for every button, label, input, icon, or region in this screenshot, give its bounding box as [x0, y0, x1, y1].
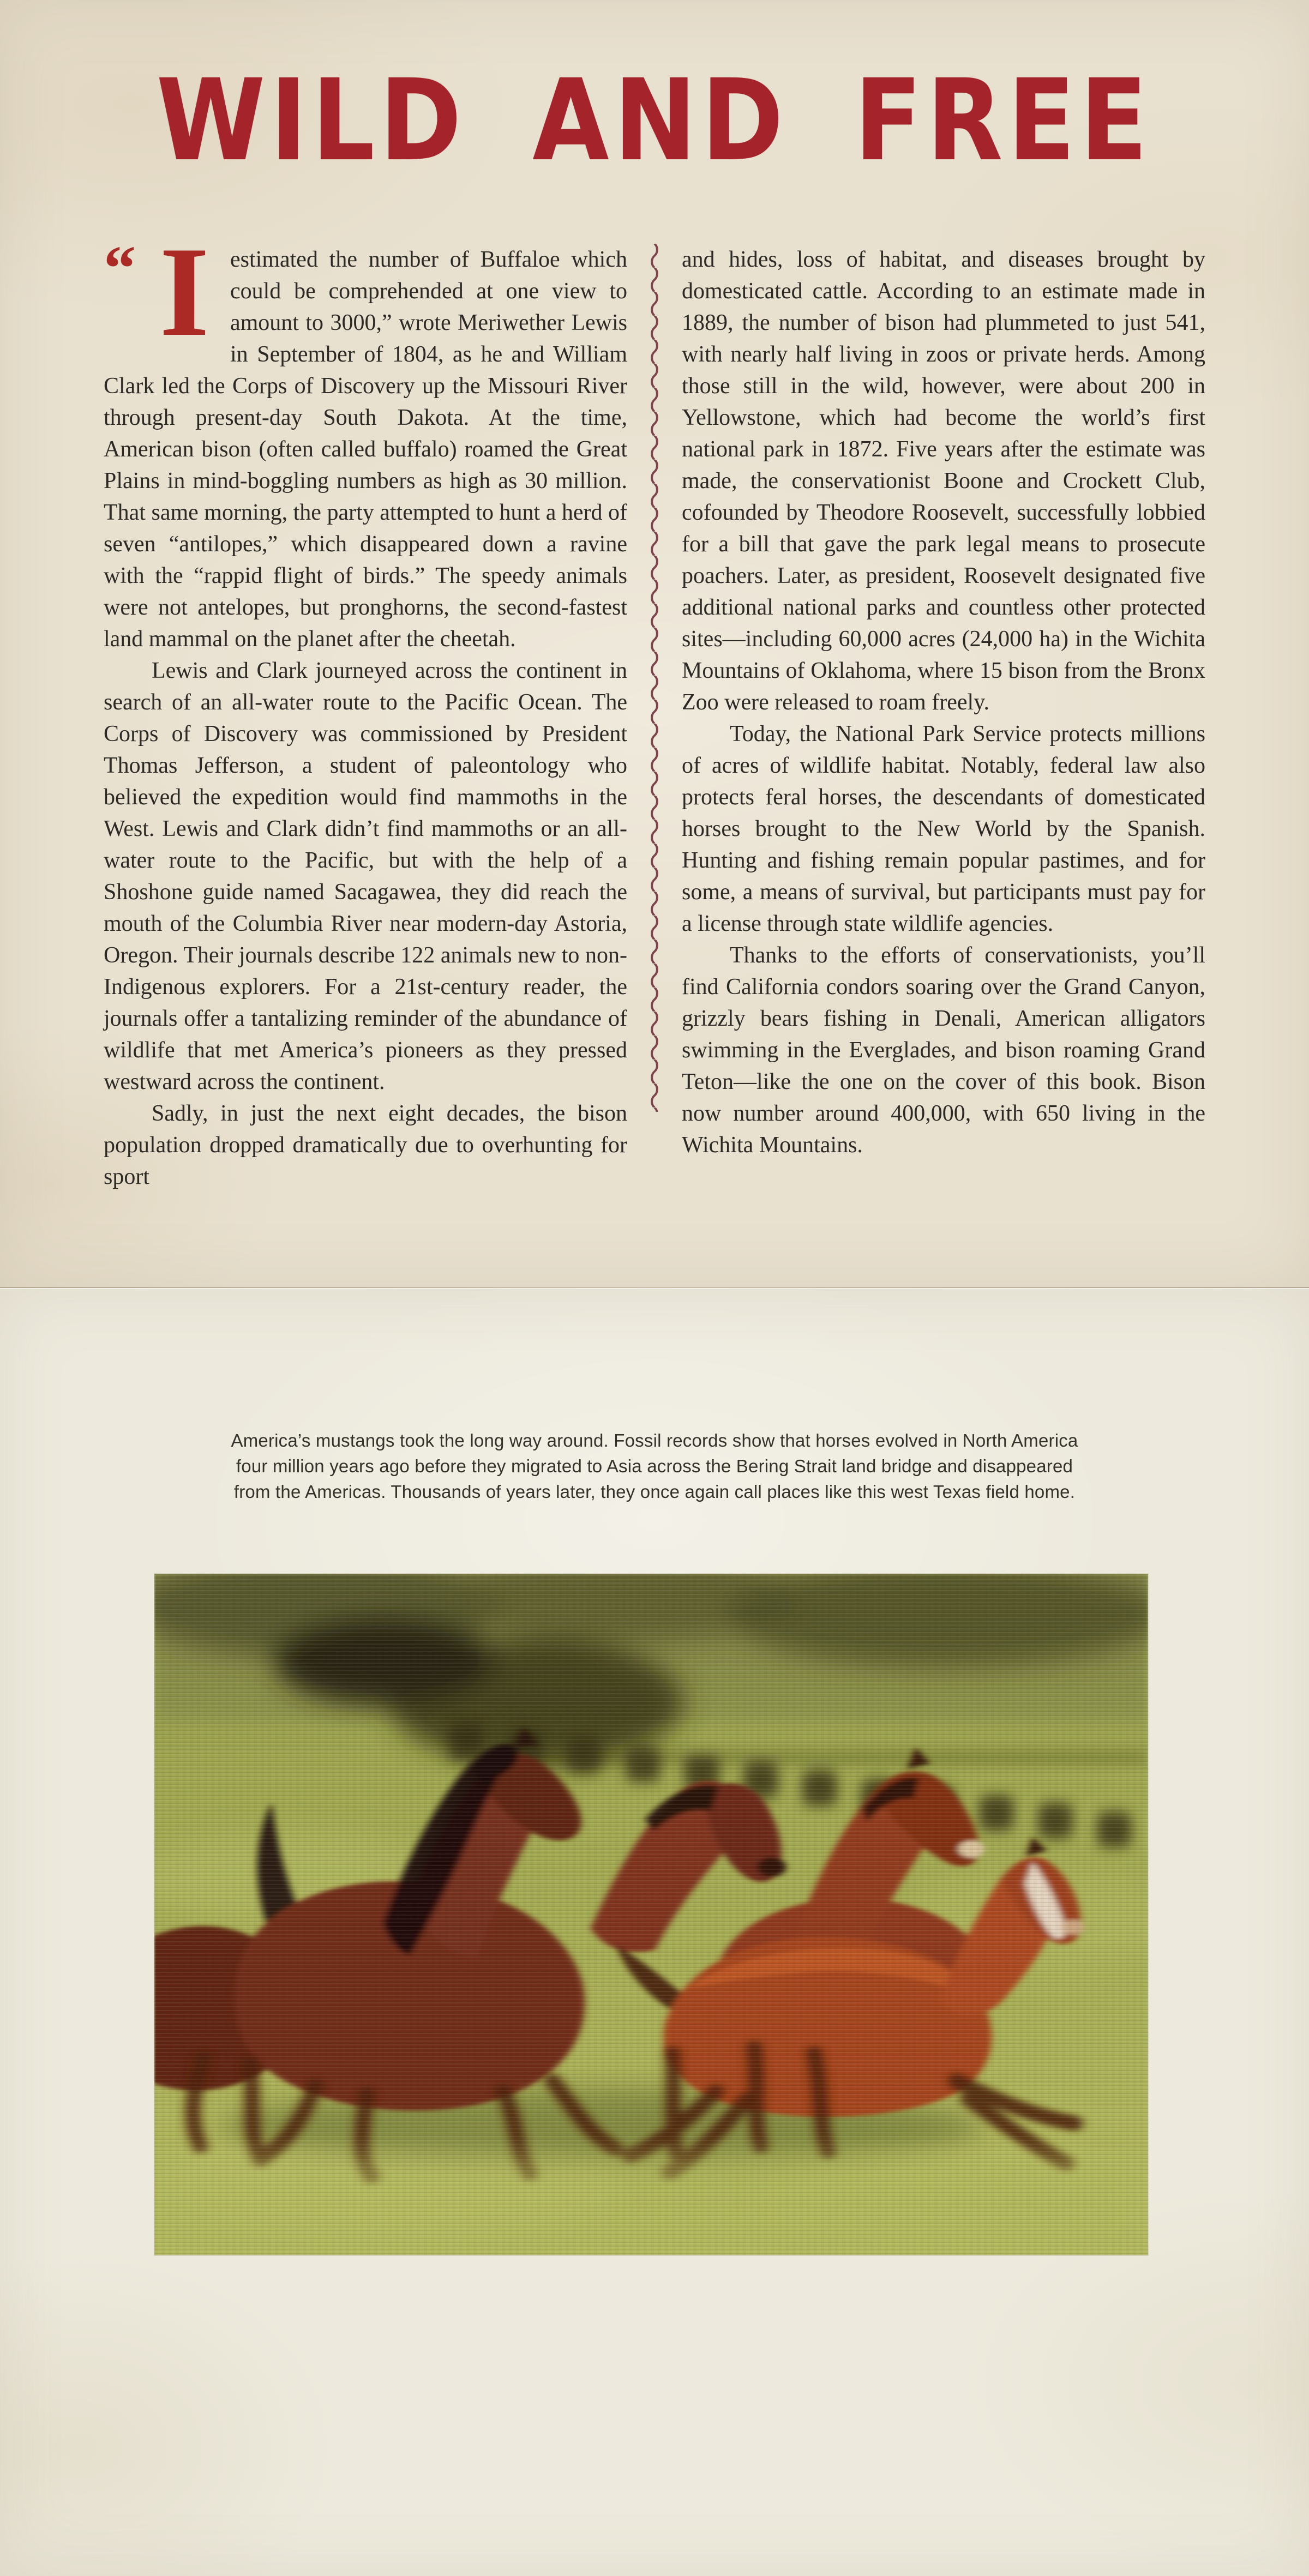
paragraph: “ I estimated the number of Buffaloe which could be comprehended at one view to amount to 3000,” wrote Meriwether Lewis in September of 1804, as he and William Clark led the Corps of Discovery up the Missouri River through present-day South Dakota. At the time, American bison (often called buffalo) roamed the Great Plains in mind-boggling numbers as high as 30 million. That same morning, the party attempted to hunt a herd of seven “antilopes,” which disappeared down a ravine with the “rappid flight of birds.” The speedy animals were not antelopes, but pronghorns, the second-fastest land mammal on the planet after the cheetah. [104, 221, 627, 652]
column-divider [627, 244, 682, 1193]
article-columns [104, 221, 1205, 1193]
paragraph: Thanks to the efforts of conservationists, you’ll find California condors soaring over the Grand Canyon, grizzly bears fishing in Denali, American alligators swimming in the Everglades, and bison roaming Grand Teton—like the one on the cover of this book. Bison now number around 400,000, with 650 living in the Wichita Mountains. [682, 943, 1205, 1158]
mustangs-illustration [154, 1574, 1148, 2255]
page-title-text: WILD AND FREE [156, 55, 1153, 186]
paragraph: Lewis and Clark journeyed across the continent in search of an all-water route to the Pacific Ocean. The Corps of Discovery was commissioned by President Thomas Jefferson, a student of paleontology who believed the expedition would find mammoths in the West. Lewis and Clark didn’t find mammoths or an all-water route to the Pacific, but with the help of a Shoshone guide named Sacagawea, they did reach the mouth of the Columbia River near modern-day Astoria, Oregon. Their journals describe 122 animals new to non-Indigenous explorers. For a 21st-century reader, the journals offer a tantalizing reminder of the abundance of wildlife that met America’s pioneers as they pressed westward across the continent. [104, 658, 627, 1094]
drop-cap-letter: I [159, 221, 209, 363]
page-fold-seam [0, 1287, 1309, 1288]
wavy-line-divider-icon [649, 244, 660, 1112]
page-title [0, 55, 1309, 186]
photo-caption: America’s mustangs took the long way around. Fossil records show that horses evolved in North America four million years ago before they migrated to Asia across the Bering Strait land bridge and disappeared from the Americas. Thousands of years later, they once again call places like this west Texas field home. [231, 1430, 1078, 1502]
drop-cap [104, 221, 217, 363]
paragraph: Sadly, in just the next eight decades, the bison population dropped dramatically due to overhunting for sport [104, 1101, 627, 1189]
paragraph: Today, the National Park Service protects millions of acres of wildlife habitat. Notably, federal law also protects feral horses, the descendants of domesticated horses brought to the New World by the Spanish. Hunting and fishing remain popular pastimes, and for some, a means of survival, but participants must pay for a license through state wildlife agencies. [682, 721, 1205, 936]
mustangs-photo [154, 1574, 1148, 2255]
article-column-left [104, 221, 627, 1193]
opening-quote-mark: “ [104, 232, 133, 304]
article-column-right [682, 244, 1205, 1193]
paragraph: and hides, loss of habitat, and diseases brought by domesticated cattle. According to an estimate made in 1889, the number of bison had plummeted to just 541, with nearly half living in zoos or private herds. Among those still in the wild, however, were about 200 in Yellowstone, which had become the world’s first national park in 1872. Five years after the estimate was made, the conservationist Boone and Crockett Club, cofounded by Theodore Roosevelt, successfully lobbied for a bill that gave the park legal means to prosecute poachers. Later, as president, Roosevelt designated five additional national parks and countless other protected sites—including 60,000 acres (24,000 ha) in the Wichita Mountains of Oklahoma, where 15 bison from the Bronx Zoo were released to roam freely. [682, 247, 1205, 715]
